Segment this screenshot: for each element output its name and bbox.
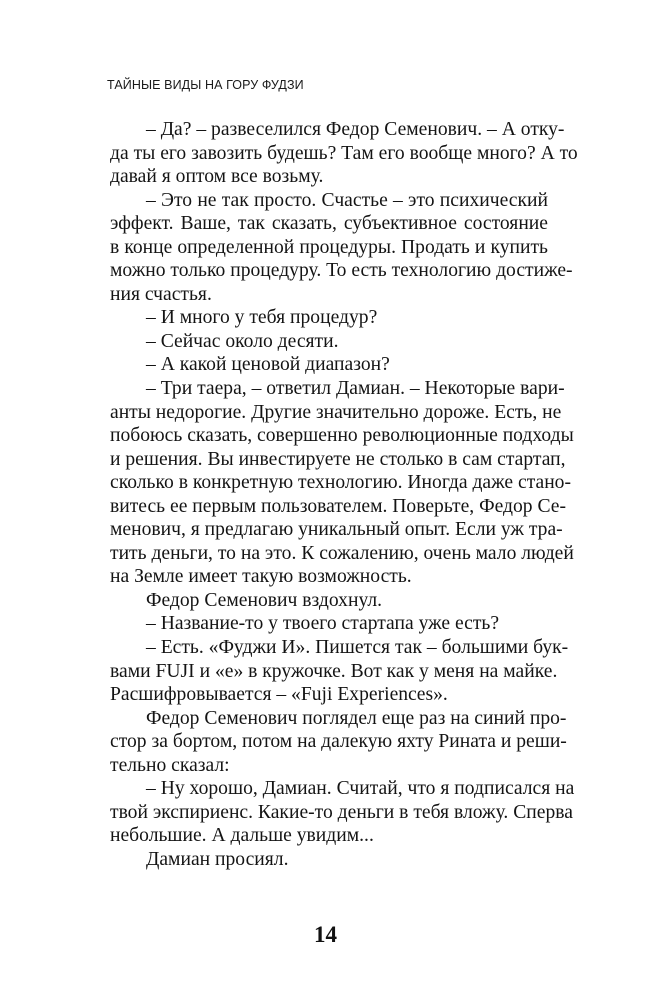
text-line: тить деньги, то на это. К сожалению, очень мало людей [110,542,574,564]
text-line: эффект. Ваше, так сказать, субъективное состояние [110,213,548,235]
text-line: вами FUJI и «е» в кружочке. Вот как у меня на майке. [110,660,558,682]
text-line: в конце определенной процедуры. Продать и купить [110,236,548,258]
text-line: – А какой ценовой диапазон? [146,354,390,376]
text-line: – И много у тебя процедур? [146,307,378,329]
text-line: сколько в конкретную технологию. Иногда даже стано- [110,472,571,494]
text-line: тельно сказал: [110,754,230,776]
text-line: на Земле имеет такую возможность. [110,566,412,588]
text-line: менович, я предлагаю уникальный опыт. Если уж тра- [110,519,563,541]
page-number: 14 [314,922,337,947]
text-line: Расшифровывается – «Fuji Experiences». [110,684,448,706]
text-line: Федор Семенович поглядел еще раз на синий про- [146,707,567,729]
text-line: да ты его завозить будешь? Там его вообще много? А то [110,142,578,164]
text-line: твой экспириенс. Какие-то деньги в тебя вложу. Сперва [110,801,573,823]
text-line: Федор Семенович вздохнул. [146,589,383,611]
text-line: – Это не так просто. Счастье – это психический [146,189,548,211]
text-line: побоюсь сказать, совершенно революционные подходы [110,425,574,447]
text-line: – Ну хорошо, Дамиан. Считай, что я подписался на [146,778,575,800]
body-text [110,118,578,872]
text-line: витесь ее первым пользователем. Поверьте, Федор Се- [110,495,567,517]
text-line: и решения. Вы инвестируете не столько в сам стартап, [110,448,566,470]
text-line: – Название-то у твоего стартапа уже есть? [146,613,500,635]
text-line: – Да? – развеселился Федор Семенович. – А отку- [146,119,565,140]
text-line: Дамиан просиял. [146,848,289,870]
text-line: – Есть. «Фуджи И». Пишется так – большими бук- [146,637,569,659]
text-line: давай я оптом все возьму. [110,166,324,188]
text-line: небольшие. А дальше увидим... [110,825,374,847]
text-line: ния счастья. [110,283,212,305]
text-line: стор за бортом, потом на далекую яхту Рината и реши- [110,731,567,753]
text-line: анты недорогие. Другие значительно дороже. Есть, не [110,401,562,423]
text-line: – Три таера, – ответил Дамиан. – Некоторые вари- [146,378,565,400]
text-line: – Сейчас около десяти. [146,330,339,352]
text-line: можно только процедуру. То есть технологию достиже- [110,260,573,282]
running-head: ТАЙНЫЕ ВИДЫ НА ГОРУ ФУДЗИ [107,78,304,92]
